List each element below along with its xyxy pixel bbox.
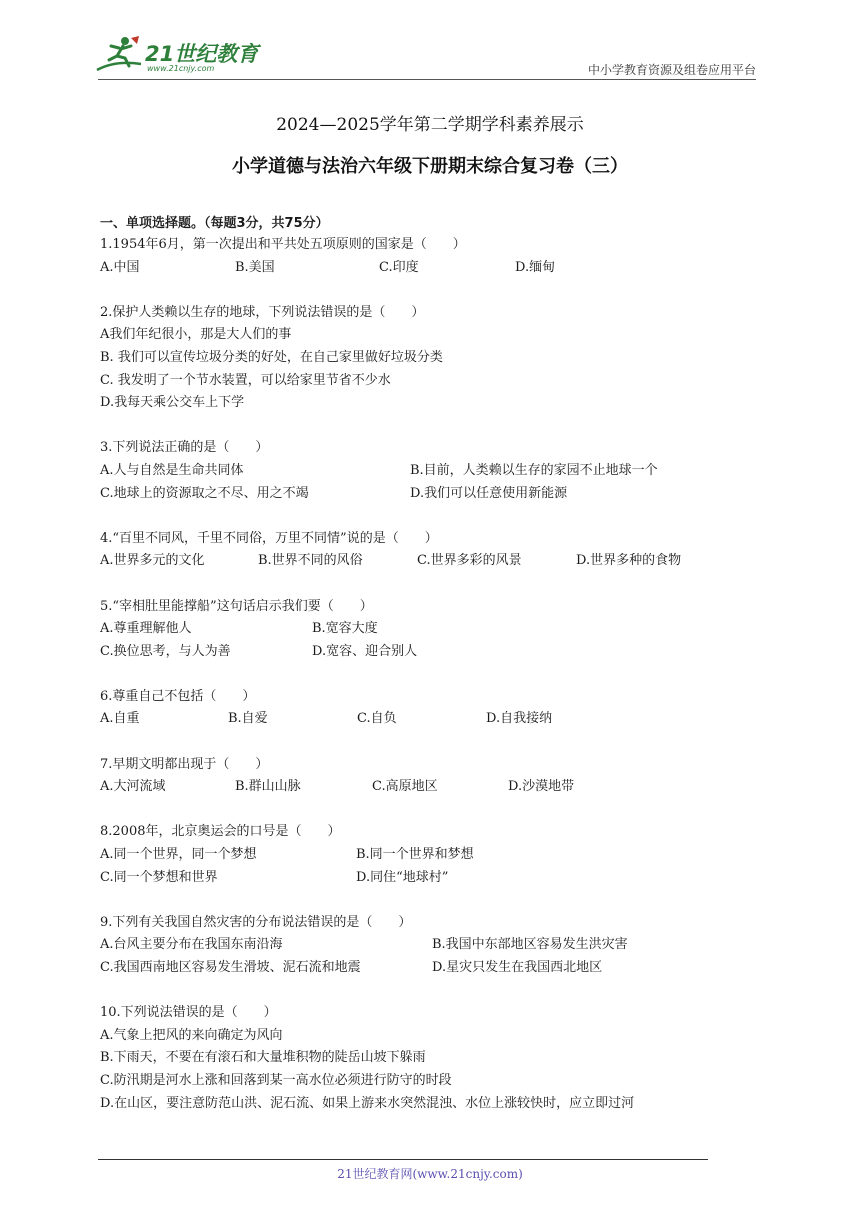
header-divider: [98, 79, 756, 80]
logo-url: www.21cnjy.com: [147, 64, 215, 73]
option-b: B. 我们可以宣传垃圾分类的好处，在自己家里做好垃圾分类: [100, 349, 443, 365]
option-c: C.世界多彩的风景: [417, 553, 522, 569]
option-c: C.高原地区: [372, 779, 438, 795]
exam-title-line2: 小学道德与法治六年级下册期末综合复习卷（三）: [232, 156, 628, 177]
option-row: [100, 483, 760, 506]
option-row: [100, 867, 760, 890]
option-c: C.印度: [379, 259, 419, 275]
option-a: A.同一个世界，同一个梦想: [100, 847, 257, 863]
option-row: [100, 641, 760, 664]
question-stem: 8.2008年，北京奥运会的口号是（ ）: [100, 824, 341, 840]
option-d: D.我每天乘公交车上下学: [100, 395, 245, 411]
option-row: [100, 844, 760, 867]
option-a: A我们年纪很小，那是大人们的事: [100, 327, 292, 343]
option-b: B.我国中东部地区容易发生洪灾害: [432, 937, 628, 953]
question-stem: 9.下列有关我国自然灾害的分布说法错误的是（ ）: [100, 914, 412, 930]
option-b: B.世界不同的风俗: [258, 553, 363, 569]
runner-logo-icon: [95, 34, 145, 78]
question-stem: 6.尊重自己不包括（ ）: [100, 688, 256, 704]
option-b: B.自爱: [228, 711, 268, 727]
question-stem: 2.保护人类赖以生存的地球，下列说法错误的是（ ）: [100, 304, 425, 320]
option-a: A.中国: [100, 259, 140, 275]
option-a: A.世界多元的文化: [100, 553, 205, 569]
option-b: B.目前，人类赖以生存的家园不止地球一个: [410, 462, 658, 478]
question-stem: 3.下列说法正确的是（ ）: [100, 440, 269, 456]
option-d: D.同住“地球村”: [356, 869, 449, 885]
option-c: C.我国西南地区容易发生滑坡、泥石流和地震: [100, 960, 361, 975]
site-logo[interactable]: [95, 34, 265, 78]
option-d: D.沙漠地带: [508, 779, 575, 795]
question-stem: 4.“百里不同风，千里不同俗，万里不同情”说的是（ ）: [100, 530, 438, 546]
option-a: A.台风主要分布在我国东南沿海: [100, 937, 283, 953]
option-b: B.群山山脉: [235, 779, 301, 795]
option-row: [100, 460, 760, 483]
option-a: A.尊重理解他人: [100, 621, 192, 637]
option-a: A.自重: [100, 711, 140, 727]
option-c: C.同一个梦想和世界: [100, 869, 218, 885]
option-a: A.大河流域: [100, 779, 166, 795]
option-b: B.宽容大度: [312, 621, 378, 637]
option-d: D.世界多种的食物: [576, 553, 682, 569]
option-b: B.美国: [235, 259, 275, 275]
option-row: [100, 550, 760, 573]
option-c: C.自负: [357, 711, 397, 727]
option-a: A.气象上把风的来向确定为风向: [100, 1027, 283, 1043]
footer-link[interactable]: 21世纪教育网(www.21cnjy.com): [337, 1167, 523, 1181]
option-row: [100, 618, 760, 641]
option-b: B.同一个世界和梦想: [356, 847, 474, 863]
option-c: C. 我发明了一个节水装置，可以给家里节省不少水: [100, 372, 391, 388]
exam-content: [100, 214, 760, 1115]
option-c: C.地球上的资源取之不尽、用之不竭: [100, 485, 309, 501]
question-stem: 1.1954年6月，第一次提出和平共处五项原则的国家是（ ）: [100, 237, 466, 252]
option-row: [100, 934, 760, 957]
footer-divider: [98, 1159, 708, 1160]
option-d: D.自我接纳: [486, 711, 553, 727]
option-c: C.换位思考，与人为善: [100, 643, 231, 659]
page-header: [0, 0, 860, 80]
option-row: [100, 957, 760, 980]
question-stem: 5.“宰相肚里能撑船”这句话启示我们要（ ）: [100, 598, 373, 614]
option-a: A.人与自然是生命共同体: [100, 462, 244, 478]
option-d: D.我们可以任意使用新能源: [410, 485, 568, 501]
option-c: C.防汛期是河水上涨和回落到某一高水位必须进行防守的时段: [100, 1072, 452, 1088]
logo-text: 21世纪教育: [145, 42, 259, 66]
option-d: D.缅甸: [515, 259, 556, 275]
option-row: [100, 257, 760, 280]
section-heading: 一、单项选择题。（每题3分，共75分）: [100, 216, 329, 231]
question-stem: 7.早期文明都出现于（ ）: [100, 756, 269, 772]
option-d: D.宽容、迎合别人: [312, 643, 418, 659]
exam-title-line1: 2024—2025学年第二学期学科素养展示: [276, 115, 584, 135]
question-stem: 10.下列说法错误的是（ ）: [100, 1005, 277, 1021]
option-row: [100, 776, 760, 799]
platform-name: 中小学教育资源及组卷应用平台: [587, 63, 756, 77]
option-b: B.下雨天，不要在有滚石和大量堆积物的陡岳山坡下躲雨: [100, 1050, 426, 1066]
option-d: D.在山区，要注意防范山洪、泥石流、如果上游来水突然混浊、水位上涨较快时，应立即过河: [100, 1095, 635, 1111]
option-row: [100, 708, 760, 731]
option-d: D.星灾只发生在我国西北地区: [432, 960, 603, 975]
